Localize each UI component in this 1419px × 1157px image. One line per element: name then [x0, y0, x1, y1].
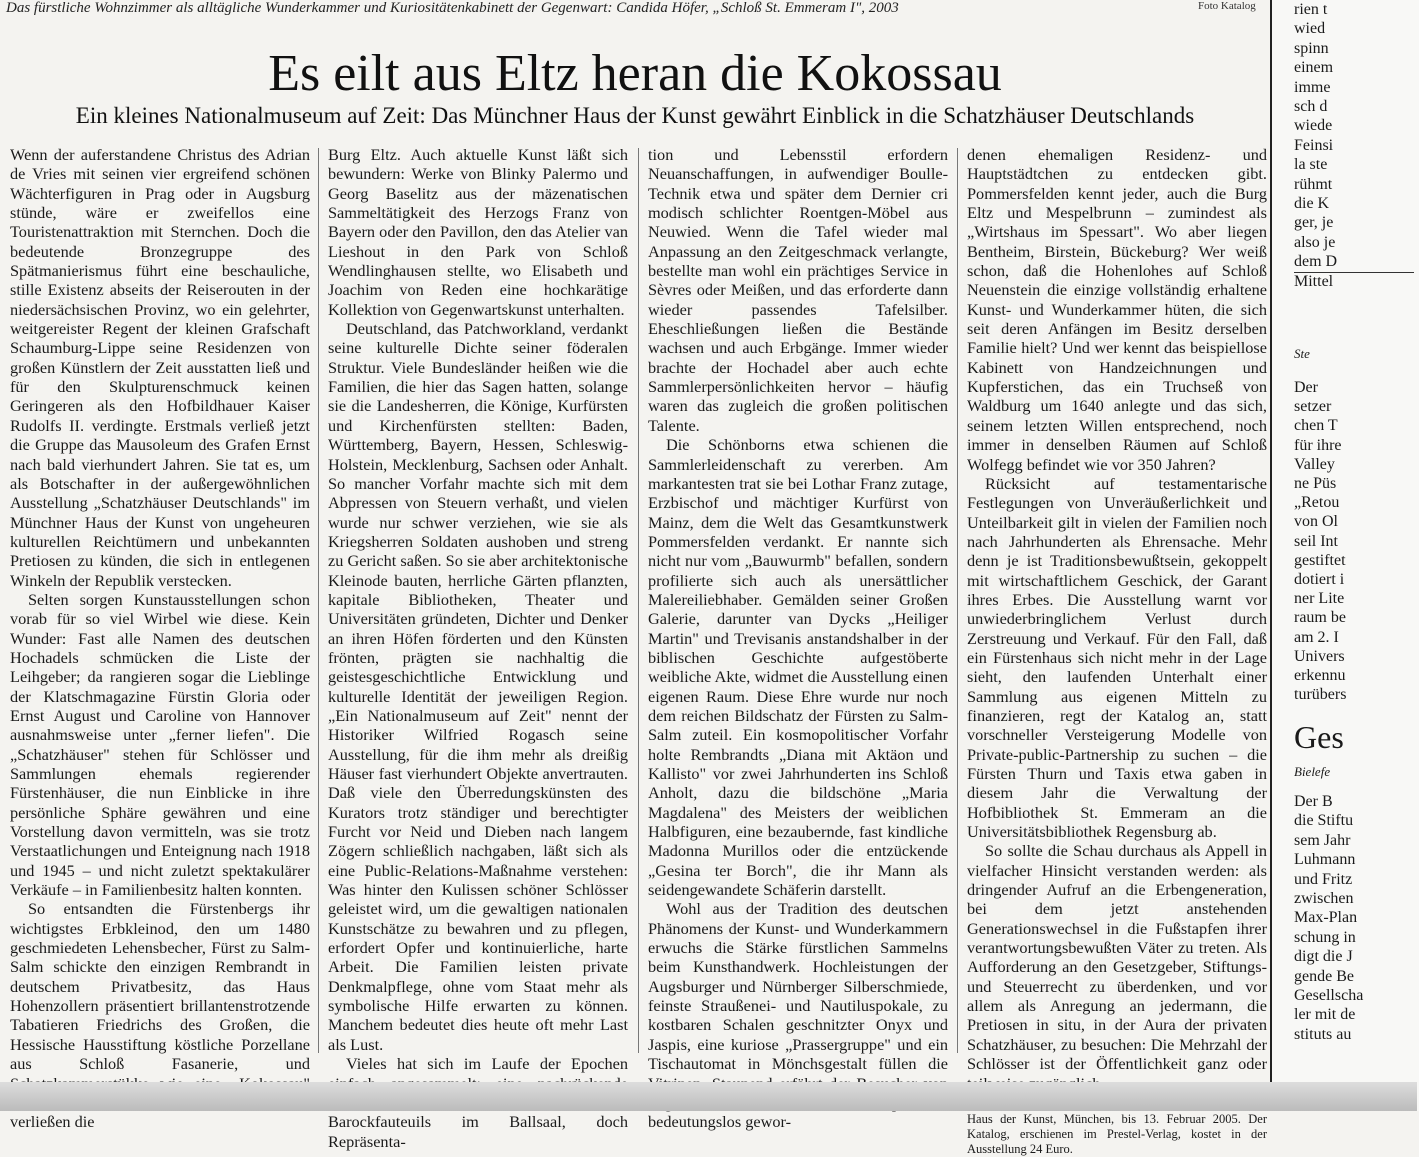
neighbor-text-fragment: gestiftet: [1294, 551, 1346, 569]
neighbor-text-fragment: Univers: [1294, 647, 1345, 665]
neighbor-text-fragment: Gesellscha: [1294, 987, 1364, 1004]
neighbor-text-fragment: wiede: [1294, 117, 1333, 135]
neighbor-text-fragment: für ihre: [1294, 436, 1342, 454]
article-column-4: [967, 145, 1267, 1157]
photo-caption: Das fürstliche Wohnzimmer als alltägliche Wunderkammer und Kuriositätenkabinett der Gegenwart: Candida Höfer, „Schloß St. Emmeram I", 2003: [6, 0, 899, 16]
paragraph: Vieles hat sich im Laufe der Epochen Barockfauteuils im Ballsaal, doch Repräsenta-: [328, 1054, 628, 1151]
neighbor-text-fragment: „Retou: [1294, 494, 1340, 512]
paragraph: tion und Lebensstil erfordern Neuanschaffungen, in aufwendiger Boulle-Technik etwa und später dem Dernier cri modisch schlichter Roentgen-Möbel aus Neuwied. Wenn die Tafel wieder mal Anpassung an den Zeitgeschmack verlangte, bestellte man wohl ein prächtiges Service in Sèvres oder Meißen, und das erforderte dann wieder passendes Tafelsilber. Eheschließungen ließen die Bestände wachsen und auch Erbgänge. Immer wieder brachte der Hochadel aber auch echte Sammlerpersönlichkeiten hervor – häufig waren das zugleich die großen politischen Talente.: [648, 145, 948, 435]
neighbor-text-fragment: raum be: [1294, 609, 1346, 627]
paragraph: Selten sorgen Kunstausstellungen schon vorab für so viel Wirbel wie diese. Kein Wunder: Fast alle Namen des deutschen Hochadels schmücken die Liste der Leihgeber; da rangieren sogar die Lieblinge der Klatschmagazine Fürstin Gloria oder Ernst August und Caroline von Hannover ausnahmsweise unter „ferner liefen". Die „Schatzhäuser" stehen für Schlösser und Sammlungen ehemals regierender Fürstenhäuser, die nun Einblicke in ihre persönliche Sphäre gewähren und eine Vorstellung davon vermitteln, was sie trotz Verstaatlichungen und Enteignung nach 1918 und 1945 – und nicht zuletzt spektakulärer Verkäufe – in Familienbesitz halten konnten.: [10, 589, 310, 900]
column-divider: [957, 148, 958, 1053]
neighbor-text-fragment: Ste: [1294, 346, 1310, 361]
neighbor-text-fragment: Luhmann: [1294, 851, 1356, 869]
neighbor-text-fragment: Max-Plan: [1294, 909, 1358, 927]
neighbor-text-fragment: von Ol: [1294, 513, 1338, 531]
neighbor-text-fragment: turübers: [1294, 686, 1347, 704]
neighbor-text-fragment: am 2. I: [1294, 628, 1339, 646]
neighbor-text-fragment: die K: [1294, 195, 1330, 212]
neighbor-text-fragment: erkennu: [1294, 667, 1346, 684]
paragraph: Wohl aus der Tradition des deutschen Phänomens der Kunst- und Wunderkammern erwuchs die Stärke fürstlichen Sammelns beim Kunsthandwerk. Hochleistungen der Augsburger und Nürnberger Silberschmiede, feinste Straußenei- und Nautiluspokale, zu kostbaren Schalen geschnitzter Onyx und Jaspis, eine kuriose „Prassergruppe" und ein Tischautomat in Mönchsgestalt füllen die bedeutungslos gewor-: [648, 899, 948, 1132]
neighbor-text-fragment: setzer: [1294, 398, 1332, 416]
article-title: Es eilt aus Eltz heran die Kokossau: [268, 45, 1002, 102]
exhibition-info: Haus der Kunst, München, bis 13. Februar 2005. Der Katalog, erschienen im Prestel-Verlag, kostet in der Ausstellung 24 Euro.: [967, 1112, 1267, 1157]
paragraph: Wenn der auferstandene Christus des Adrian de Vries mit seinen vier ergreifend schönen Wächterfiguren in Prag oder in Augsburg stünde, wäre er zweifellos eine Touristenattraktion mit Sternchen. Doch die bedeutende Bronzegruppe des Spätmanierismus führt eine beschauliche, stille Existenz abseits der Reiserouten in der niedersächsischen Provinz, wo ein gelehrter, weitgereister Regent der kleinen Grafschaft Schaumburg-Lippe seine Residenzen von großen Künstlern der Zeit ausstatten ließ und für den Skulpturenschmuck keinen Geringeren als den Hofbildhauer Kaiser Rudolfs II. verdingte. Erstmals verließ jetzt die Gruppe das Mausoleum des Grafen Ernst nach bald vierhundert Jahren. Sie tat es, um als Botschafter in der außergewöhnlichen Ausstellung „Schatzhäuser Deutschlands" im Münchner Haus der Kunst von ungeheuren kulturellen Reichtümern und unbekannten Pretiosen zu künden, die sich in entlegenen Winkeln der Republik verstecken.: [10, 145, 310, 590]
article-column-1: [10, 145, 310, 1132]
neighbor-text-fragment: ler mit de: [1294, 1006, 1356, 1024]
neighbor-text-fragment: rien t: [1294, 1, 1328, 18]
neighbor-text-fragment: Valley: [1294, 455, 1335, 473]
neighbor-text-fragment: Mittel: [1294, 272, 1334, 290]
neighbor-text-fragment: stituts au: [1294, 1025, 1352, 1043]
neighbor-text-fragment: gende Be: [1294, 967, 1354, 985]
neighbor-article-column: [1270, 0, 1419, 1111]
paragraph: Rücksicht auf testamentarische Festlegungen von Unveräußerlichkeit und Unteilbarkeit gilt in vielen der Familien noch nach Jahrhunderten als Ehrensache. Mehr denn je ist Traditionsbewußtsein, gekoppelt mit wirtschaftlichem Geschick, der Garant ihres Erbes. Die Ausstellung warnt vor unwiederbringlichem Verlust durch Zerstreuung und Verkauf. Für den Fall, daß ein Fürstenhaus sich nicht mehr in der Lage sieht, den laufenden Unterhalt einer Sammlung aus eigenen Mitteln zu finanzieren, regt der Katalog an, statt vorschneller Versteigerung Modelle von Private-public-Partnership zu suchen – die Fürsten Thurn und Taxis etwa gaben in diesem Jahr die Verwaltung der Hofbibliothek St. Emmeram an die Universitätsbibliothek Regensburg ab.: [967, 473, 1267, 842]
neighbor-text-fragment: wied: [1294, 20, 1326, 38]
neighbor-text-fragment: la ste: [1294, 156, 1328, 174]
neighbor-text-fragment: dotiert i: [1294, 571, 1345, 588]
neighbor-text-fragment: Der: [1294, 379, 1318, 396]
scan-edge: [0, 1082, 1417, 1111]
column-divider: [638, 148, 639, 1053]
neighbor-text-fragment: chen T: [1294, 417, 1338, 435]
neighbor-text-fragment: ne Püs: [1294, 475, 1337, 492]
neighbor-text-fragment: Der B: [1294, 793, 1333, 810]
neighbor-text-fragment: zwischen: [1294, 890, 1354, 907]
neighbor-text-fragment: Feinsi: [1294, 136, 1334, 154]
neighbor-text-fragment: spinn: [1294, 39, 1329, 57]
article-subtitle: Ein kleines Nationalmuseum auf Zeit: Das Münchner Haus der Kunst gewährt Einblick in die Schatzhäuser Deutschlands: [75, 103, 1195, 128]
paragraph: denen ehemaligen Residenz- und Hauptstädtchen zu entdecken gibt. Pommersfelden kennt jeder, auch die Burg Eltz und Mespelbrunn – zumindest als „Wirtshaus im Spessart". Wo aber liegen Bentheim, Birstein, Bückeburg? Wer weiß schon, daß die Hohenlohes auf Schloß Neuenstein die einzige vollständig erhaltene Kunst- und Wunderkammer hüten, die sich seit deren Anfängen im Besitz derselben Familie hielt? Und wer kennt das beispiellose Kabinett von Handzeichnungen und Kupferstichen, das ein Truchseß von Waldburg um 1640 anlegte und das sich, seinem letzten Willen entsprechend, noch immer in denselben Räumen auf Schloß Wolfegg befindet wie vor 350 Jahren?: [967, 145, 1267, 474]
neighbor-text-fragment: rühmt: [1294, 175, 1333, 193]
column-divider: [318, 148, 319, 1053]
neighbor-text-fragment: dem D: [1294, 253, 1338, 271]
neighbor-text-fragment: also je: [1294, 233, 1336, 251]
neighbor-rule: [1294, 272, 1414, 273]
article-column-2: [328, 145, 628, 1151]
neighbor-text-fragment: schung in: [1294, 928, 1356, 946]
photo-credit: Foto Katalog: [1198, 0, 1256, 12]
neighbor-text-fragment: Ges: [1294, 719, 1344, 755]
article-column-3: [648, 145, 948, 1132]
neighbor-text-fragment: einem: [1294, 59, 1334, 77]
neighbor-text-fragment: und Fritz: [1294, 870, 1353, 888]
neighbor-text-fragment: Bielefe: [1294, 764, 1331, 779]
neighbor-text-fragment: sch d: [1294, 98, 1328, 115]
paragraph: So sollte die Schau durchaus als Appell in vielfacher Hinsicht verstanden werden: als dringender Aufruf an die Erbengeneration, bei dem jetzt anstehenden Generationswechsel in die Fußstapfen ihrer verantwortungsbewußten Väter zu treten. Als Aufforderung an den Gesetzgeber, Stiftungs- und Steuerrecht zu überdenken, und vor allem als Anregung an jedermann, die Pretiosen in situ, in der Aura der privaten Schatzhäuser, zu besuchen: Die Mehrzahl der Schlösser ist der Öffentlichkeit ganz oder: [967, 841, 1267, 1074]
neighbor-text-fragment: die Stiftu: [1294, 812, 1354, 830]
paragraph: So entsandten die Fürstenbergs ihr wichtigstes Erbkleinod, den um 1480 geschmiedeten Lehensbecher, Fürst zu Salm-Salm schickte den einzigen Rembrandt in deutschem Privatbesitz, das Haus Hohenzollern präsentiert brillantenstrotzende Tabatieren Friedrichs des Großen, die Hessische Hausstiftung köstliche Porzellane aus Schloß Fasanerie, und verließen die: [10, 899, 310, 1132]
paragraph: Deutschland, das Patchworkland, verdankt seine kulturelle Dichte seiner föderalen Struktur. Viele Bundesländer heißen wie die Familien, die hier das Sagen hatten, solange sie die Landesherren, die Könige, Kurfürsten und Kirchenfürsten stellten: Baden, Württemberg, Bayern, Hessen, Schleswig-Holstein, Mecklenburg, Sachsen oder Anhalt. So mancher Vorfahr machte sich mit dem Abpressen von Steuern verhaßt, und vielen wurde nur schwer verziehen, wie sie als Kriegsherren Soldaten aushoben und streng zu Gericht saßen. So sie aber architektonische Kleinode bauten, herrliche Gärten pflanzten, kapitale Bibliotheken, Theater und Universitäten gründeten, Dichter und Denker an ihren Höfen förderten und den Künsten frönten, prägten sie nachhaltig die geistesgeschichtliche Entwicklung und kulturelle Identität der jeweiligen Region. „Ein Nationalmuseum auf Zeit" nennt der Historiker Wilfried Rogasch seine Ausstellung, für die ihm mehr als dreißig Häuser fast vierhundert Objekte anvertrauten. Daß viele den Überredungskünsten des Kurators trotz ständiger und berechtigter Furcht vor Neid und Dieben nach langem Zögern schließlich nachgaben, läßt sich als eine Public-Relations-Maßnahme verstehen: Was hinter den Kulissen schöner Schlösser geleistet wird, um die gewaltigen nationalen Kunstschätze zu bewahren und zu pflegen, erfordert Opfer und kontinuierliche, harte Arbeit. Die Familien leisten private Denkmalpflege, ohne vom Staat mehr als symbolische Hilfe erwarten zu können. Manchem bedeutet dies heute oft mehr Last als Lust.: [328, 319, 628, 1054]
paragraph: Die Schönborns etwa schienen die Sammlerleidenschaft zu vererben. Am markantesten trat sie bei Lothar Franz zutage, Erzbischof und mächtiger Kurfürst von Mainz, dem die Welt das Gesamtkunstwerk Pommersfelden verdankt. Er nannte sich nicht nur vom „Bauwurmb" befallen, sondern profilierte sich auch als unersättlicher Malereiliebhaber. Gemälden seiner Großen Galerie, darunter van Dycks „Heiliger Martin" und Trevisanis anstandshalber in der biblischen Geschichte aufgestöberte weibliche Akte, widmet die Ausstellung einen eigenen Raum. Diese Ehre wurde nur noch dem reichen Bildschatz der Fürsten zu Salm-Salm zuteil. Ein kosmopolitischer Vorfahr holte Rembrandts „Diana mit Aktäon und Kallisto" vor zwei Jahrhunderten ins Schloß Anholt, dazu die bildschöne „Maria Magdalena" des Meisters der weiblichen Halbfiguren, eine bezaubernde, fast kindliche Madonna Murillos oder die entzückende „Gesina ter Borch", die ihr Mann als seidengewandete Schäferin darstellt.: [648, 435, 948, 900]
neighbor-text-fragment: imme: [1294, 78, 1331, 96]
neighbor-text-fragment: ger, je: [1294, 214, 1334, 232]
neighbor-text-fragment: digt die J: [1294, 948, 1353, 966]
neighbor-text-fragment: ner Lite: [1294, 590, 1345, 608]
neighbor-text-fragment: sem Jahr: [1294, 831, 1351, 849]
neighbor-text-fragment: seil Int: [1294, 532, 1338, 550]
paragraph: Burg Eltz. Auch aktuelle Kunst läßt sich bewundern: Werke von Blinky Palermo und Georg Baselitz aus der mäzenatischen Sammeltätigkeit des Herzogs Franz von Bayern oder den Pavillon, den das Atelier van Lieshout in den Park von Schloß Wendlinghausen stellte, wo Elisabeth und Joachim von Reden eine hochkarätige Kollektion von Gegenwartskunst unterhalten.: [328, 145, 628, 319]
